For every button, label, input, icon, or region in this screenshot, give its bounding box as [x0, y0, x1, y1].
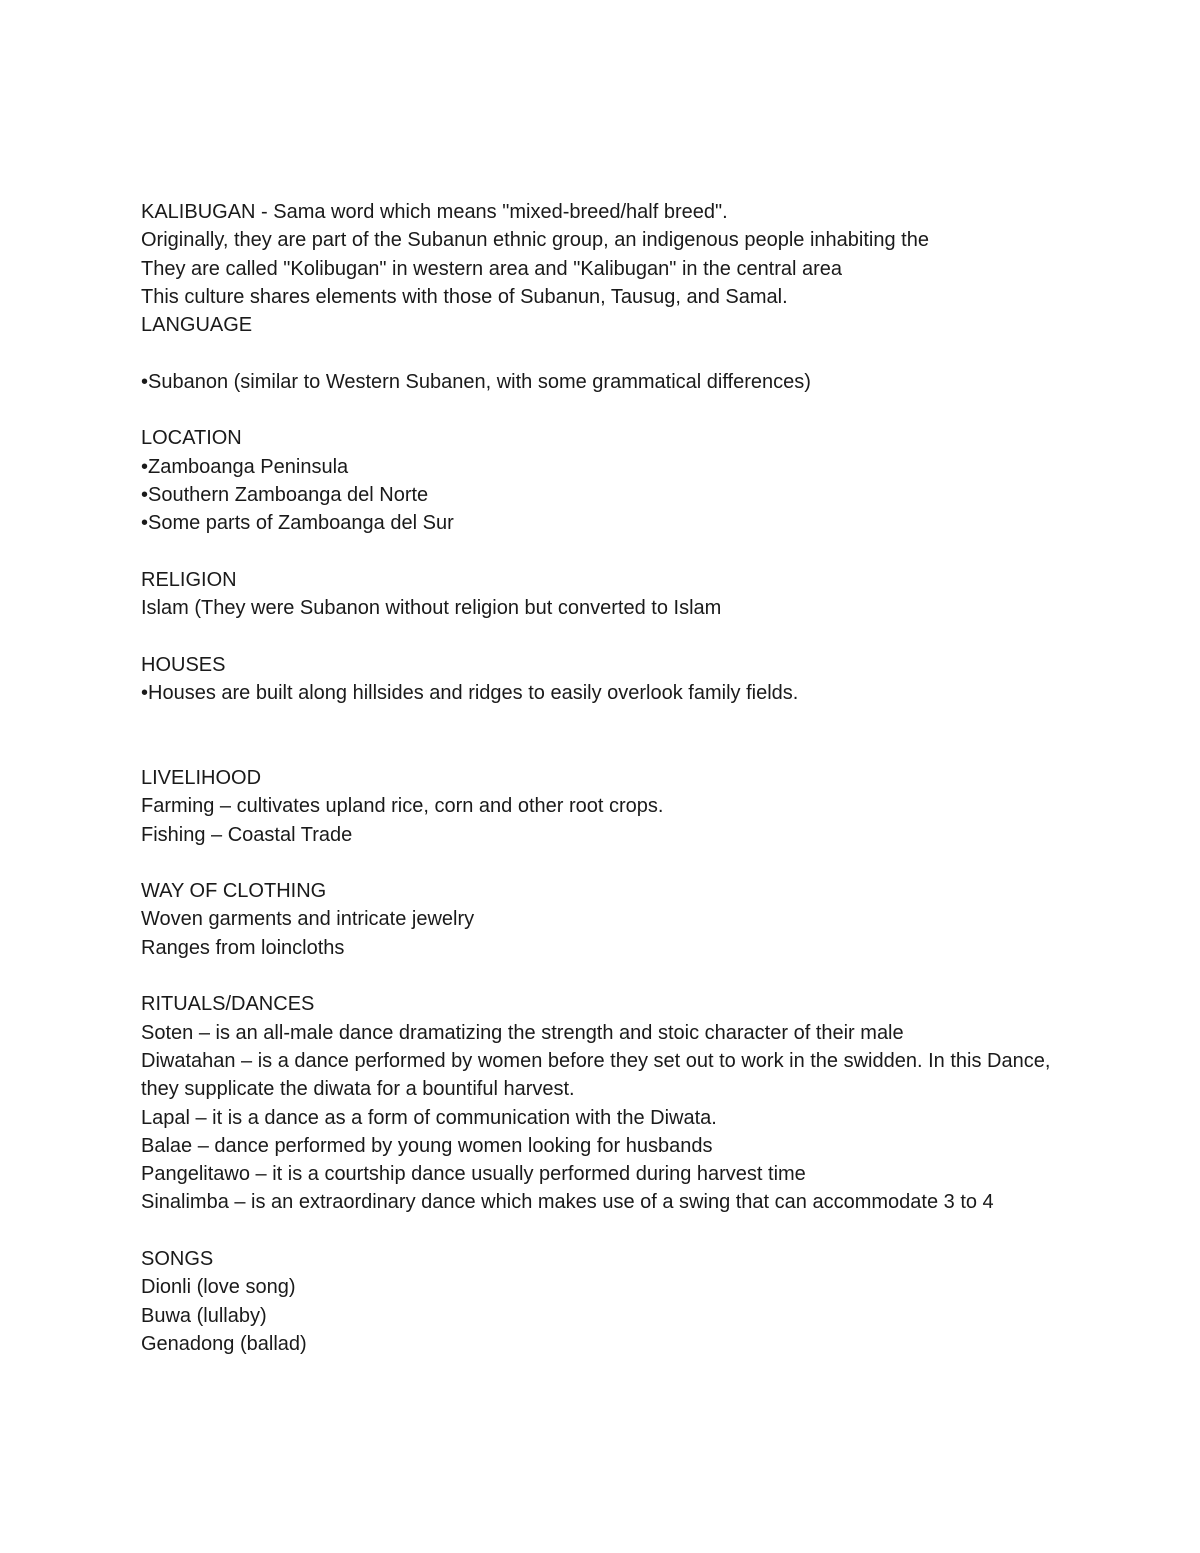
location-heading: LOCATION [141, 427, 242, 450]
ritual-item-balae: Balae – dance performed by young women looking for husbands [141, 1134, 713, 1157]
livelihood-item: Farming – cultivates upland rice, corn and other root crops. [141, 795, 664, 818]
clothing-heading: WAY OF CLOTHING [141, 880, 327, 903]
song-item: Dionli (love song) [141, 1276, 296, 1299]
intro-line-1: KALIBUGAN - Sama word which means "mixed-breed/half breed". [141, 201, 728, 223]
livelihood-heading: LIVELIHOOD [141, 766, 262, 789]
houses-item: •Houses are built along hillsides and ridges to easily overlook family fields. [141, 682, 799, 705]
houses-heading: HOUSES [141, 653, 226, 676]
ritual-item-diwatahan: Diwatahan – is a dance performed by women before they set out to work in the swidden. In this Dance, they supplicate the diwata for a bountiful harvest. [141, 1049, 1051, 1101]
clothing-item: Ranges from loincloths [141, 936, 345, 959]
intro-line-4: This culture shares elements with those of Subanun, Tausug, and Samal. [141, 285, 788, 308]
ritual-item-pangelitawo: Pangelitawo – it is a courtship dance usually performed during harvest time [141, 1163, 806, 1186]
clothing-item: Woven garments and intricate jewelry [141, 908, 475, 931]
document-body [141, 198, 1081, 1358]
spacer [141, 538, 1081, 566]
religion-heading: RELIGION [141, 568, 237, 591]
rituals-heading: RITUALS/DANCES [141, 993, 315, 1016]
location-item: •Some parts of Zamboanga del Sur [141, 512, 454, 535]
spacer [141, 396, 1081, 424]
song-item: Buwa (lullaby) [141, 1304, 267, 1327]
songs-heading: SONGS [141, 1247, 214, 1270]
language-item: •Subanon (similar to Western Subanen, with some grammatical differences) [141, 370, 811, 393]
spacer [141, 339, 1081, 367]
ritual-item-lapal: Lapal – it is a dance as a form of communication with the Diwata. [141, 1106, 717, 1129]
spacer [141, 1217, 1081, 1245]
spacer [141, 849, 1081, 877]
location-item: •Zamboanga Peninsula [141, 455, 349, 478]
intro-line-2: Originally, they are part of the Subanun ethnic group, an indigenous people inhabiting the [141, 229, 929, 252]
location-item: •Southern Zamboanga del Norte [141, 483, 429, 506]
spacer [141, 622, 1081, 650]
religion-item: Islam (They were Subanon without religion but converted to Islam [141, 597, 722, 620]
spacer [141, 736, 1081, 764]
livelihood-item: Fishing – Coastal Trade [141, 823, 353, 846]
intro-line-3: They are called "Kolibugan" in western area and "Kalibugan" in the central area [141, 257, 843, 280]
ritual-item-sinalimba: Sinalimba – is an extraordinary dance which makes use of a swing that can accommodate 3 to 4 [141, 1191, 994, 1214]
language-heading: LANGUAGE [141, 314, 253, 337]
spacer [141, 707, 1081, 735]
spacer [141, 962, 1081, 990]
song-item: Genadong (ballad) [141, 1332, 307, 1355]
ritual-item-soten: Soten – is an all-male dance dramatizing the strength and stoic character of their male [141, 1021, 904, 1044]
